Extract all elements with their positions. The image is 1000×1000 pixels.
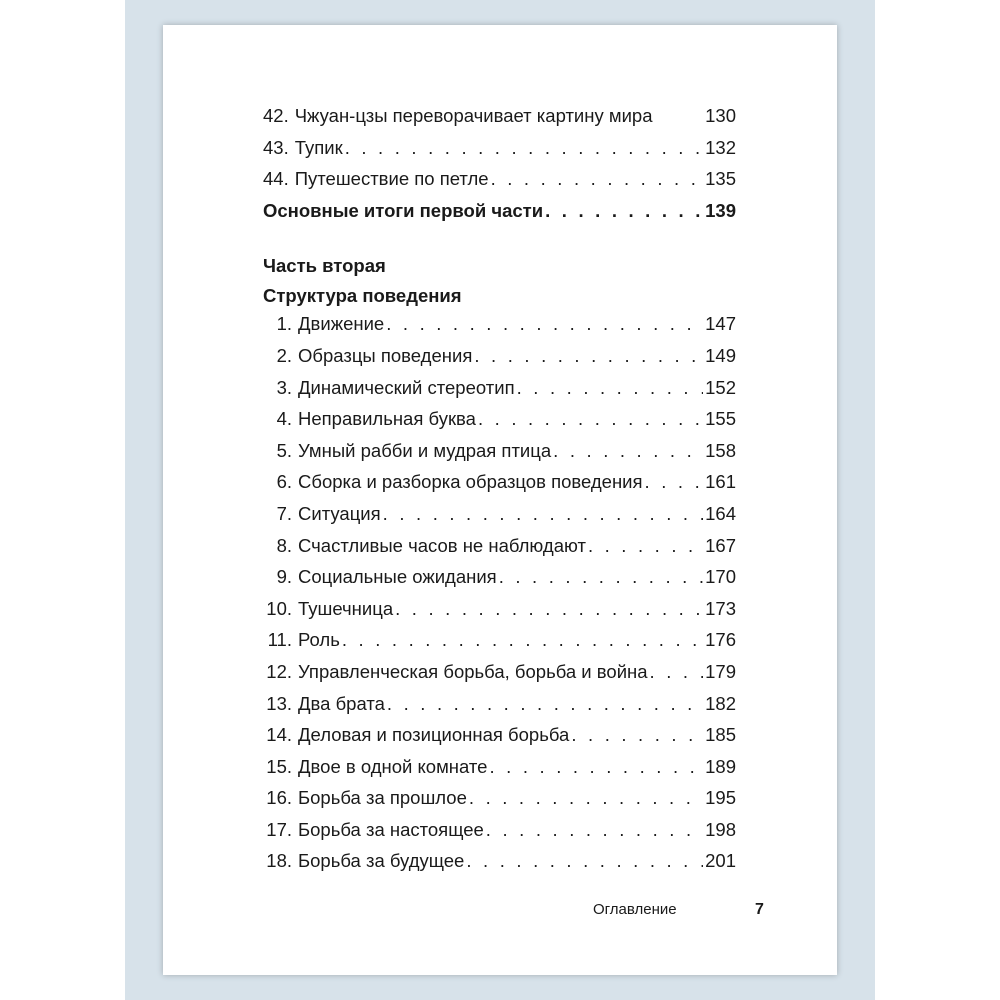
- entry-number: 12.: [266, 660, 292, 682]
- entry-title: Борьба за будущее: [298, 850, 465, 872]
- running-footer-section: Оглавление: [593, 901, 677, 918]
- dot-leader: [553, 440, 703, 462]
- book-page: [163, 25, 837, 975]
- entry-number: 10.: [266, 597, 292, 619]
- entry-page: 149: [705, 344, 736, 366]
- entry-page: 179: [705, 660, 736, 682]
- entry-title: Динамический стереотип: [298, 376, 515, 398]
- toc-entry: [263, 756, 736, 788]
- entry-number: 6.: [276, 471, 292, 493]
- dot-leader: [474, 345, 703, 367]
- entry-page: 152: [705, 376, 736, 398]
- entry-page: 185: [705, 724, 736, 746]
- toc-entry: [263, 471, 736, 503]
- toc-entry: [263, 137, 736, 169]
- entry-title: Путешествие по петле: [294, 168, 489, 190]
- entry-page: 195: [705, 787, 736, 809]
- entry-title: Образцы поведения: [298, 344, 473, 366]
- entry-title: Умный рабби и мудрая птица: [298, 439, 552, 461]
- entry-page: 130: [705, 105, 736, 126]
- entry-number: 3.: [276, 376, 292, 398]
- entry-page: 164: [705, 502, 736, 524]
- dot-leader: [499, 566, 703, 588]
- part-entries: [263, 313, 736, 882]
- toc-entry: [263, 819, 736, 851]
- entry-page: 155: [705, 408, 736, 430]
- entry-page: 201: [705, 850, 736, 872]
- entry-number: 16.: [266, 787, 292, 809]
- top-entries: [263, 105, 736, 200]
- toc-entry: [263, 313, 736, 345]
- entry-page: 182: [705, 692, 736, 714]
- entry-page: 135: [705, 168, 736, 190]
- dot-leader: [342, 629, 703, 651]
- entry-title: Два брата: [298, 692, 385, 714]
- summary-entry: [263, 200, 736, 232]
- part-title: Структура поведения: [263, 285, 462, 307]
- dot-leader: [386, 313, 703, 335]
- entry-page: 198: [705, 818, 736, 840]
- toc-entry: [263, 724, 736, 756]
- dot-leader: [645, 471, 704, 493]
- table-of-contents: [263, 105, 736, 882]
- entry-title: Сборка и разборка образцов поведения: [298, 471, 643, 493]
- dot-leader: [383, 503, 703, 525]
- dot-leader: [469, 787, 703, 809]
- entry-title: Социальные ожидания: [298, 566, 497, 588]
- entry-number: 8.: [276, 534, 292, 556]
- part-label: Часть вторая: [263, 255, 386, 277]
- dot-leader: [478, 408, 703, 430]
- dot-leader: [345, 137, 703, 159]
- toc-entry: [263, 598, 736, 630]
- dot-leader: [571, 724, 703, 746]
- dot-leader: [545, 200, 703, 222]
- entry-number: 18.: [266, 850, 292, 872]
- entry-page: 132: [705, 136, 736, 158]
- entry-number: 2.: [276, 344, 292, 366]
- entry-page: 161: [705, 471, 736, 493]
- toc-entry: [263, 503, 736, 535]
- toc-entry: [263, 535, 736, 567]
- dot-leader: [491, 168, 704, 190]
- entry-number: 44.: [263, 168, 289, 190]
- toc-entry: [263, 168, 736, 200]
- entry-number: 9.: [276, 566, 292, 588]
- entry-title: Управленческая борьба, борьба и война: [298, 660, 648, 682]
- entry-page: 147: [705, 313, 736, 335]
- dot-leader: [466, 850, 703, 872]
- dot-leader: [650, 661, 704, 683]
- toc-entry: [263, 566, 736, 598]
- entry-title: Тупик: [294, 136, 343, 158]
- entry-title: Неправильная буква: [298, 408, 476, 430]
- dot-leader: [486, 819, 703, 841]
- entry-page: 167: [705, 534, 736, 556]
- entry-page: 173: [705, 597, 736, 619]
- toc-entry: [263, 661, 736, 693]
- dot-leader: [395, 598, 703, 620]
- entry-title: Тушечница: [298, 597, 394, 619]
- summary-title: Основные итоги первой части: [263, 199, 544, 221]
- toc-entry: [263, 629, 736, 661]
- entry-number: 17.: [266, 818, 292, 840]
- entry-number: 7.: [276, 502, 292, 524]
- entry-title: Счастливые часов не наблюдают: [298, 534, 586, 556]
- entry-page: 176: [705, 629, 736, 651]
- entry-title: Деловая и позиционная борьба: [298, 724, 570, 746]
- entry-number: 13.: [266, 692, 292, 714]
- toc-entry: [263, 377, 736, 409]
- entry-number: 15.: [266, 755, 292, 777]
- toc-entry: [263, 693, 736, 725]
- entry-title: Чжуан-цзы переворачивает картину мира: [294, 105, 653, 126]
- entry-title: Роль: [298, 629, 340, 651]
- toc-entry: [263, 408, 736, 440]
- entry-number: 4.: [276, 408, 292, 430]
- toc-entry: [263, 440, 736, 472]
- entry-number: 43.: [263, 136, 289, 158]
- toc-entry: [263, 345, 736, 377]
- entry-title: Движение: [298, 313, 385, 335]
- dot-leader: [588, 535, 703, 557]
- entry-number: 14.: [266, 724, 292, 746]
- dot-leader: [387, 693, 703, 715]
- toc-entry: [263, 105, 736, 137]
- entry-title: Борьба за настоящее: [298, 818, 484, 840]
- entry-page: 170: [705, 566, 736, 588]
- summary-page: 139: [705, 199, 736, 221]
- entry-number: 1.: [276, 313, 292, 335]
- toc-entry: [263, 850, 736, 882]
- dot-leader: [489, 756, 703, 778]
- entry-title: Двое в одной комнате: [298, 755, 488, 777]
- entry-number: 5.: [276, 439, 292, 461]
- entry-title: Борьба за прошлое: [298, 787, 467, 809]
- entry-page: 158: [705, 439, 736, 461]
- toc-entry: [263, 787, 736, 819]
- entry-number: 11.: [267, 629, 292, 651]
- page-number: 7: [755, 901, 764, 918]
- entry-page: 189: [705, 755, 736, 777]
- entry-number: 42.: [263, 105, 289, 126]
- dot-leader: [517, 377, 704, 399]
- entry-title: Ситуация: [298, 502, 381, 524]
